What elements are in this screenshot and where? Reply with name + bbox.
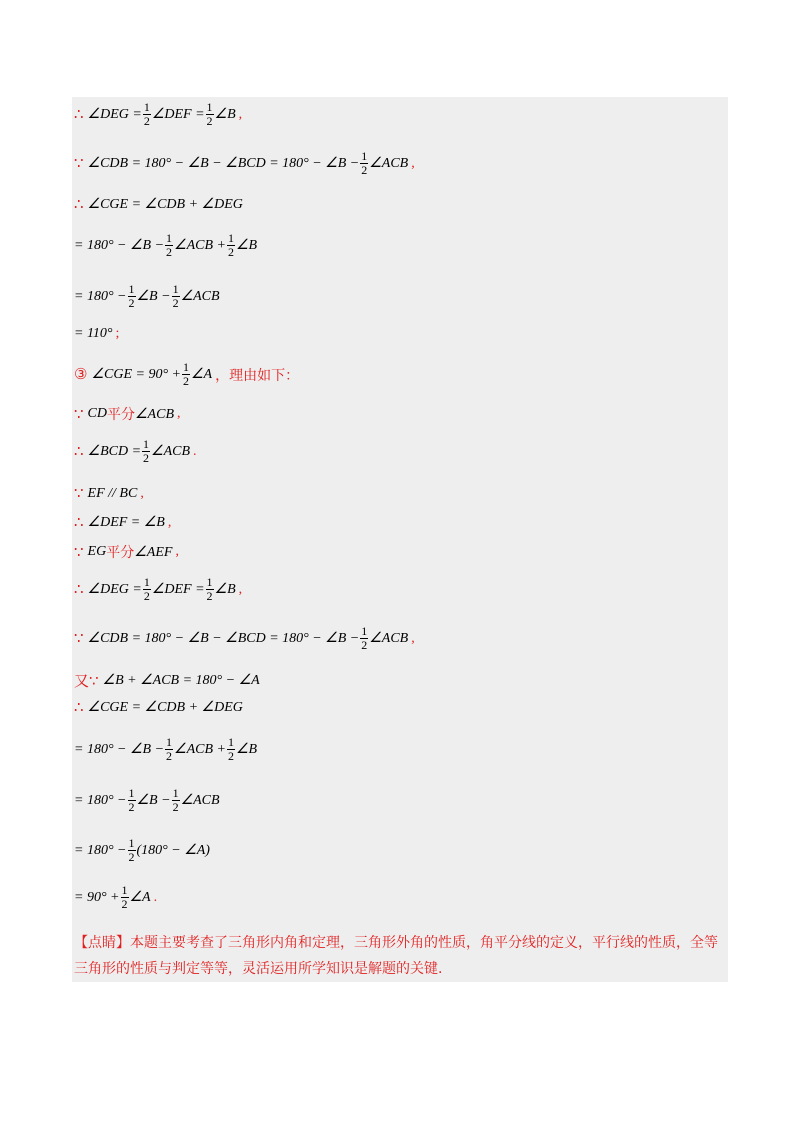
math-expr-tail: ∠ACB + [174,238,226,253]
therefore-symbol: ∴ [74,444,84,460]
math-expr: ∠B + ∠ACB = 180° − ∠A [102,673,260,688]
step-line [74,232,257,259]
fraction-half: $\frac{1}{2}$ [166,231,173,259]
math-expr-tail: ∠ACB [151,444,191,459]
math-expr: EG [87,544,107,559]
fraction-half: $\frac{1}{2}$ [183,360,189,388]
math-expr: = 180° − [74,842,127,858]
math-expr-tail: ∠B [214,582,236,597]
math-expr: EF // BC [87,485,138,501]
step-line [74,542,179,562]
circled-three: ③ [74,367,88,383]
math-expr-tail: ∠ACB [180,793,220,808]
math-expr-tail: ∠ACB [180,289,220,304]
math-expr-tail: ∠B [236,742,258,757]
math-expr: ∠BCD = [87,444,142,459]
because-symbol: ∵ [74,544,84,561]
because-symbol: ∵ [74,156,84,172]
punct: , [167,514,172,530]
punct: , [411,155,415,171]
fraction-half: $\frac{1}{2}$ [143,437,150,465]
fraction-half: $\frac{1}{2}$ [121,883,128,911]
therefore-symbol: ∴ [74,107,84,123]
step-line [74,150,415,177]
fraction-half: $\frac{1}{2}$ [206,100,213,128]
because-symbol: ∵ [74,486,84,502]
step-line [74,484,144,503]
step-line [74,576,242,603]
step-line [74,837,210,864]
math-expr: ∠CDB = 180° − ∠B − ∠BCD = 180° − ∠B − [87,631,360,646]
fraction-half: $\frac{1}{2}$ [128,282,135,310]
math-expr: ∠DEG = [87,107,142,122]
math-expr: ∠CGE = ∠CDB + ∠DEG [87,197,243,212]
step-line [74,787,220,814]
fraction-half: $\frac{1}{2}$ [206,575,213,603]
also-because-symbol: 又∵ [74,672,99,690]
math-expr: ∠CGE = ∠CDB + ∠DEG [87,700,243,715]
fraction-half: $\frac{1}{2}$ [128,836,135,864]
because-symbol: ∵ [74,631,84,647]
fraction-half: $\frac{1}{2}$ [228,735,234,763]
fraction-half: $\frac{1}{2}$ [172,786,179,814]
fraction-half: $\frac{1}{2}$ [166,735,173,763]
fraction-half: $\frac{1}{2}$ [361,624,368,652]
math-expr: ∠CDB = 180° − ∠B − ∠BCD = 180° − ∠B − [87,156,360,171]
math-expr: ∠DEF = ∠B [87,515,165,530]
math-expr: = 180° − ∠B − [74,238,165,253]
step-line [74,736,257,763]
math-expr-tail: ∠DEF = [151,582,205,597]
math-expr: = 90° + [74,889,120,905]
step-line [74,698,243,717]
step-line [74,404,181,424]
step-line [74,884,157,911]
math-expr-tail: ∠B [236,238,258,253]
fraction-half: $\frac{1}{2}$ [228,231,234,259]
math-expr: ∠DEG = [87,582,142,597]
math-expr-tail: ∠ACB [369,631,409,646]
math-expr-tail: ∠B − [136,289,171,304]
math-expr-tail: ∠B [214,107,236,122]
step-line [74,361,299,388]
bisect-text: 平分 [106,545,135,561]
math-expr: = 180° − [74,288,127,304]
math-expr-tail: ∠DEF = [151,107,205,122]
step-line [74,101,242,128]
fraction-half: $\frac{1}{2}$ [361,149,368,177]
math-expr: = 180° − ∠B − [74,742,165,757]
punct: , [238,581,243,597]
fraction-half: $\frac{1}{2}$ [172,282,179,310]
fraction-half: $\frac{1}{2}$ [143,100,150,128]
step-line [74,195,243,214]
therefore-symbol: ∴ [74,700,84,716]
key-point-note: 【点睛】本题主要考查了三角形内角和定理，三角形外角的性质，角平分线的定义，平行线的性质，全等三角形的性质与判定等等，灵活运用所学知识是解题的关键. [74,935,718,977]
step-line [74,513,171,532]
math-expr: = 110° [74,326,113,341]
punct: ; [115,326,120,341]
math-expr-tail: ∠A [191,367,213,382]
punct: , [175,544,179,559]
bisect-text: 平分 [107,407,135,423]
math-expr-tail: ∠B − [136,793,171,808]
punct: , [177,406,181,421]
math-expr: CD [87,406,107,421]
math-expr-tail: (180° − ∠A) [136,843,210,858]
punct: , [411,630,415,646]
math-expr-tail: ∠AEF [134,544,173,560]
step-line [74,670,260,691]
because-symbol: ∵ [74,406,84,423]
math-expr-tail: ∠ACB [135,406,174,422]
therefore-symbol: ∴ [74,197,84,213]
math-expr-tail: ∠ACB [369,156,409,171]
math-expr-tail: ∠ACB + [174,742,226,757]
fraction-half: $\frac{1}{2}$ [128,786,135,814]
punct: . [153,889,158,905]
fraction-half: $\frac{1}{2}$ [143,575,150,603]
math-expr: ∠CGE = 90° + [91,367,181,382]
reason-text: ，理由如下： [215,367,300,384]
punct: , [140,485,144,501]
punct: . [193,443,197,459]
step-line [74,326,119,342]
therefore-symbol: ∴ [74,515,84,531]
step-line [74,283,220,310]
math-expr: = 180° − [74,792,127,808]
step-line [74,438,197,465]
punct: , [238,106,243,122]
math-expr-tail: ∠A [129,890,151,905]
step-line [74,625,415,652]
therefore-symbol: ∴ [74,582,84,598]
